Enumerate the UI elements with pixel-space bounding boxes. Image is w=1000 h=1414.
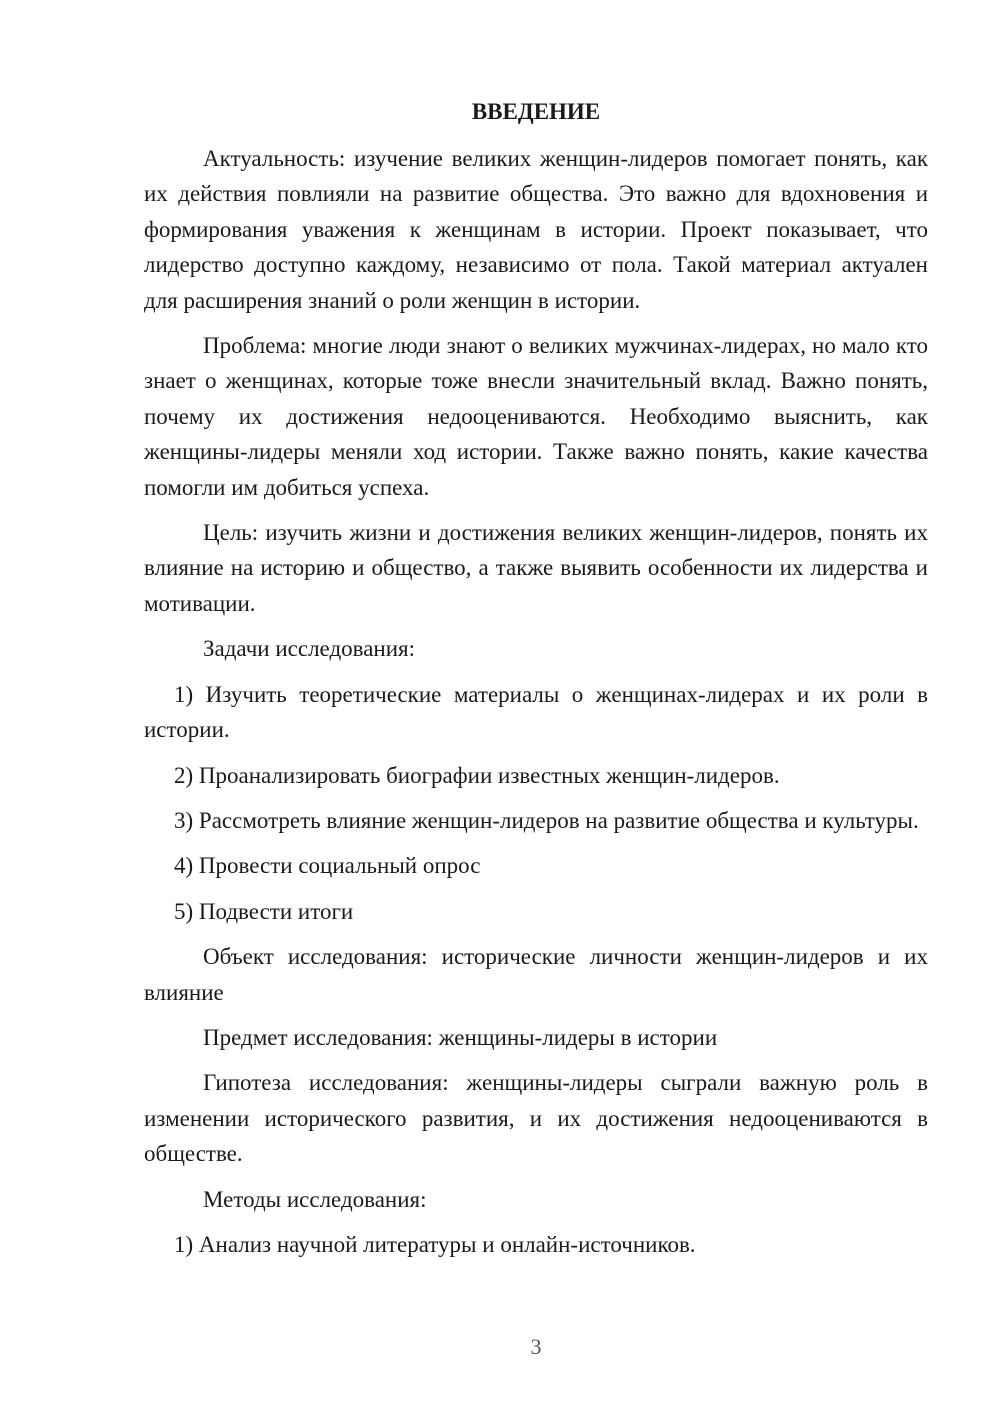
page-title: ВВЕДЕНИЕ <box>471 99 601 124</box>
relevance-paragraph: Актуальность: изучение великих женщин-лидеров помогает понять, как их действия повлияли на развитие общества. Это важно для вдохновения и формирования уважения к женщинам в истории. Проект показывает, что лидерство доступно каждому, независимо от пола. Такой материал актуален для расширения знаний о роли женщин в истории. <box>144 146 928 313</box>
task-item-3: 3) Рассмотреть влияние женщин-лидеров на развитие общества и культуры. <box>174 807 919 833</box>
method-item-1: 1) Анализ научной литературы и онлайн-источников. <box>174 1231 696 1257</box>
object-paragraph: Объект исследования: исторические личности женщин-лидеров и их влияние <box>144 944 928 1005</box>
task-item-2: 2) Проанализировать биографии известных женщин-лидеров. <box>174 762 780 788</box>
hypothesis-paragraph: Гипотеза исследования: женщины-лидеры сыграли важную роль в изменении исторического развития, и их достижения недооцениваются в обществе. <box>144 1070 928 1167</box>
page-number: 3 <box>530 1334 542 1359</box>
task-item-4: 4) Провести социальный опрос <box>174 853 481 879</box>
task-item-1: 1) Изучить теоретические материалы о женщинах-лидерах и их роли в истории. <box>144 681 928 743</box>
tasks-heading: Задачи исследования: <box>203 636 416 662</box>
problem-paragraph: Проблема: многие люди знают о великих мужчинах-лидерах, но мало кто знает о женщинах, которые тоже внесли значительный вклад. Важно понять, почему их достижения недооцениваются. Необходимо выяснить, как женщины-лидеры меняли ход истории. Также важно понять, какие качества помогли им добиться успеха. <box>144 333 928 500</box>
methods-heading: Методы исследования: <box>203 1186 427 1212</box>
goal-paragraph: Цель: изучить жизни и достижения великих женщин-лидеров, понять их влияние на историю и общество, а также выявить особенности их лидерства и мотивации. <box>144 520 928 616</box>
document-body <box>144 94 928 1272</box>
subject-paragraph: Предмет исследования: женщины-лидеры в истории <box>203 1024 718 1050</box>
task-item-5: 5) Подвести итоги <box>174 898 354 924</box>
